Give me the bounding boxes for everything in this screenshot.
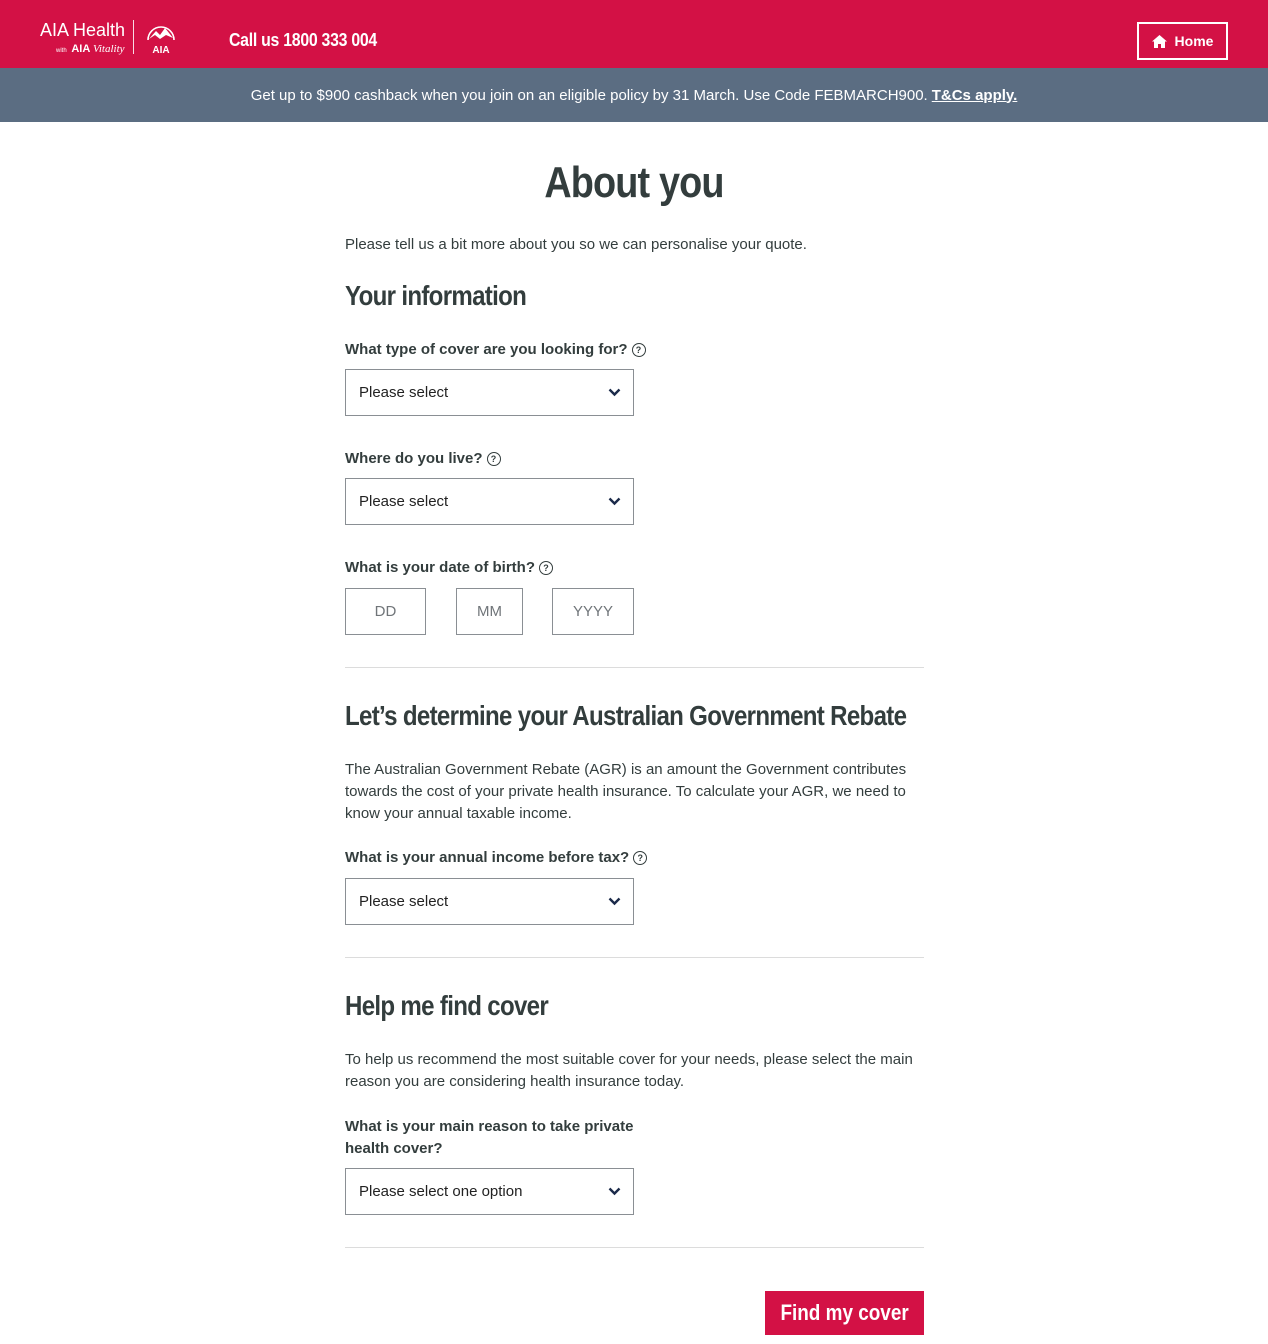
cover-type-select[interactable] <box>345 369 634 416</box>
location-label-text: Where do you live? <box>345 450 483 467</box>
promo-text: Get up to $900 cashback when you join on an eligible policy by 31 March. Use Code FEBMARCH900. <box>250 86 928 104</box>
home-icon <box>1152 35 1167 48</box>
dob-label-text: What is your date of birth? <box>345 559 535 576</box>
chevron-down-icon <box>608 497 621 506</box>
location-value: Please select <box>359 493 449 510</box>
find-my-cover-label: Find my cover <box>780 1300 909 1325</box>
call-us-phone[interactable]: Call us 1800 333 004 <box>229 30 377 50</box>
logo-text <box>40 20 125 58</box>
home-button-label: Home <box>1174 33 1214 49</box>
page-title: About you <box>544 158 724 207</box>
logo-partner: AIA <box>71 43 90 55</box>
dob-month-input[interactable]: MM <box>456 588 523 635</box>
section-divider <box>345 1247 924 1248</box>
find-cover-description: To help us recommend the most suitable cover for your needs, please select the main reason you are considering health insurance today. <box>345 1051 913 1090</box>
help-icon[interactable]: ? <box>633 851 647 865</box>
logo-brand: AIA Health <box>40 20 126 40</box>
logo-sub <box>40 42 125 58</box>
chevron-down-icon <box>608 1187 621 1196</box>
cover-type-label-text: What type of cover are you looking for? <box>345 341 628 358</box>
section-heading-find-cover: Help me find cover <box>345 990 549 1021</box>
cover-type-label <box>345 341 646 358</box>
rebate-description: The Australian Government Rebate (AGR) is an amount the Government contributes towards the cost of your private health insurance. To calculate your AGR, we need to know your annual taxable income. <box>345 761 907 822</box>
section-heading-your-information: Your information <box>345 280 527 311</box>
reason-label: What is your main reason to take private health cover? <box>345 1118 634 1157</box>
income-label-text: What is your annual income before tax? <box>345 849 630 866</box>
logo-partner-sub: Vitality <box>92 43 125 55</box>
section-divider <box>345 667 924 668</box>
page-intro: Please tell us a bit more about you so we can personalise your quote. <box>345 236 807 253</box>
dob-label <box>345 559 553 576</box>
help-icon[interactable]: ? <box>632 343 646 357</box>
find-my-cover-button[interactable] <box>765 1291 924 1335</box>
help-icon[interactable]: ? <box>487 452 501 466</box>
section-divider <box>345 957 924 958</box>
logo-divider <box>133 20 134 54</box>
reason-select[interactable] <box>345 1168 634 1215</box>
svg-text:AIA: AIA <box>152 45 170 56</box>
income-value: Please select <box>359 893 449 910</box>
location-select[interactable] <box>345 478 634 525</box>
site-header <box>0 0 1268 68</box>
chevron-down-icon <box>608 388 621 397</box>
location-label <box>345 450 501 467</box>
reason-value: Please select one option <box>359 1183 523 1200</box>
logo-with: with <box>56 48 67 54</box>
dob-day-input[interactable]: DD <box>345 588 426 635</box>
aia-mountain-icon <box>144 20 178 56</box>
aia-health-logo[interactable] <box>40 20 178 58</box>
home-button[interactable] <box>1137 22 1228 60</box>
cover-type-value: Please select <box>359 384 449 401</box>
terms-link[interactable]: T&Cs apply. <box>931 86 1018 104</box>
income-label <box>345 849 647 866</box>
dob-year-input[interactable]: YYYY <box>552 588 634 635</box>
chevron-down-icon <box>608 897 621 906</box>
promo-banner <box>0 68 1268 122</box>
help-icon[interactable]: ? <box>539 561 553 575</box>
income-select[interactable] <box>345 878 634 925</box>
section-heading-rebate: Let’s determine your Australian Government Rebate <box>345 700 907 731</box>
